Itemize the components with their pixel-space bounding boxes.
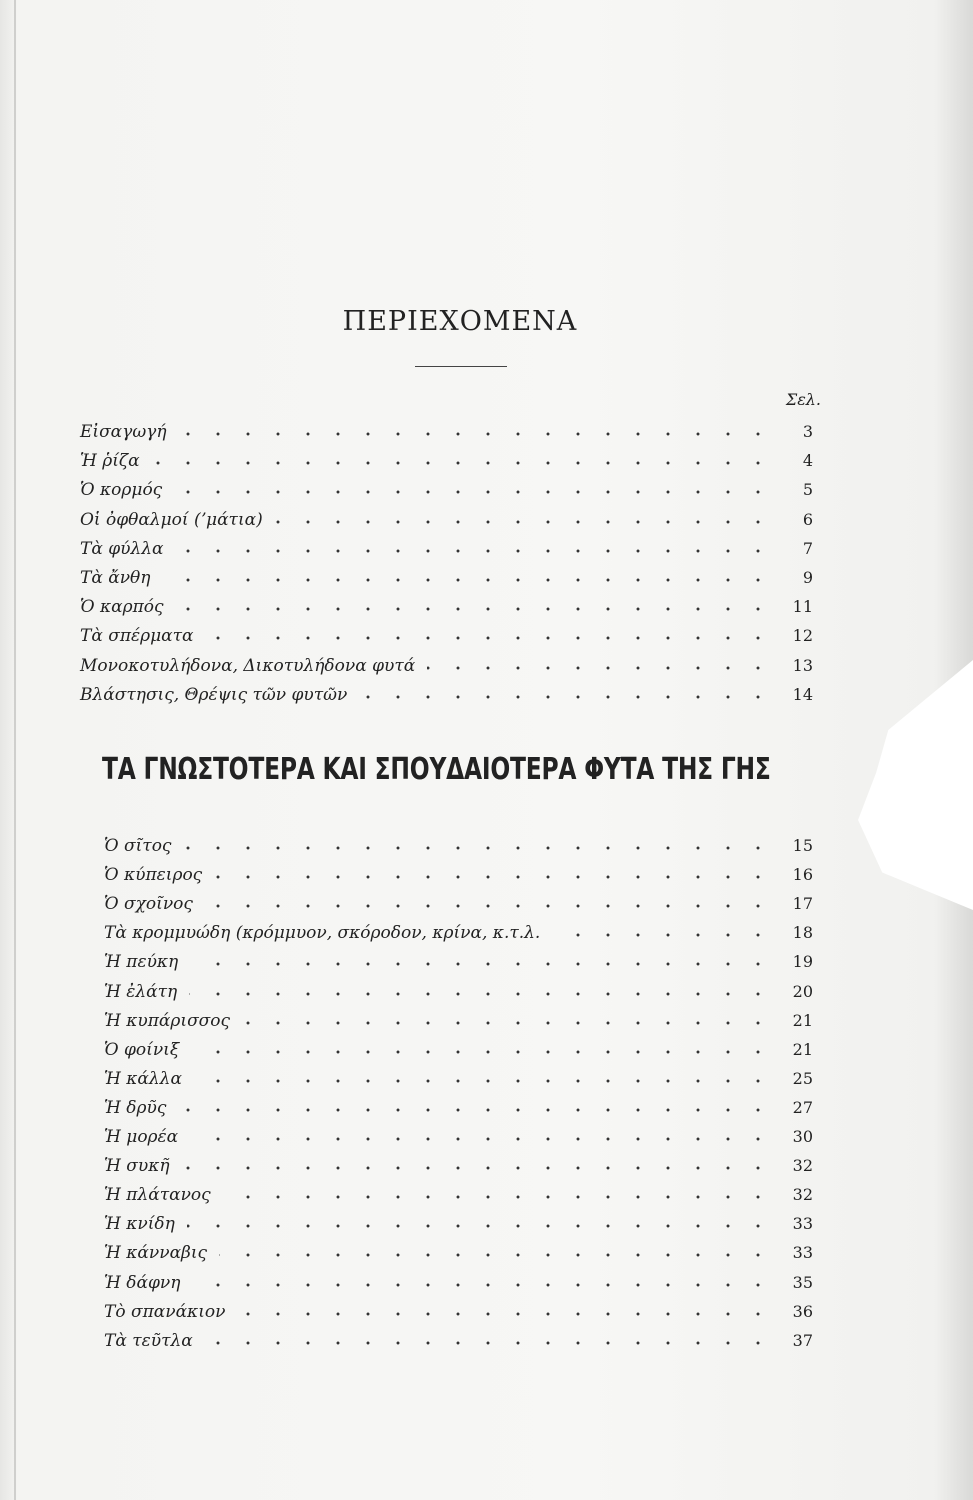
toc-entry-page: 4 [802, 451, 813, 471]
toc-dot-leader [190, 962, 773, 966]
toc-entry [0, 1098, 973, 1126]
toc-dot-leader [176, 607, 773, 611]
toc-entry [0, 568, 973, 596]
page-title: ΠΕΡΙΕΧΟΜΕΝΑ [342, 306, 578, 337]
toc-entry-title: Ὁ κορμός [80, 480, 163, 501]
toc-dot-leader [162, 578, 773, 582]
toc-entry-title: Τὰ τεῦτλα [104, 1330, 193, 1351]
toc-entry-title: Ἡ ῥίζα [80, 451, 140, 472]
toc-dot-leader [214, 875, 773, 879]
toc-entry [0, 626, 973, 654]
toc-entry-page: 19 [792, 952, 813, 972]
toc-entry-page: 33 [792, 1214, 813, 1234]
toc-dot-leader [152, 461, 773, 465]
toc-entry-title: Εἰσαγωγή [80, 422, 167, 442]
toc-entry-page: 15 [792, 836, 813, 855]
toc-dot-leader [192, 1283, 773, 1287]
toc-dot-leader [189, 992, 773, 996]
toc-entry-page: 5 [802, 480, 813, 500]
toc-dot-leader [223, 1195, 773, 1199]
toc-entry-page: 18 [792, 923, 813, 943]
toc-dot-leader [552, 933, 773, 937]
toc-entry-title: Ὁ σχοῖνος [104, 894, 193, 915]
toc-entry-title: Ἡ δρῦς [104, 1097, 167, 1118]
section-heading: ΤΑ ΓΝΩΣΤΟΤΕΡΑ ΚΑΙ ΣΠΟΥΔΑΙΟΤΕΡΑ ΦΥΤΑ ΤΗΣ ΓΗΣ [102, 752, 771, 787]
toc-entry-page: 12 [792, 626, 813, 646]
toc-entry-page: 3 [802, 422, 813, 441]
toc-entry-page: 7 [802, 538, 813, 558]
toc-entry [0, 510, 973, 538]
toc-entry-page: 21 [792, 1010, 813, 1030]
toc-entry [0, 1127, 973, 1155]
toc-entry-page: 14 [792, 684, 813, 704]
toc-entry-page: 11 [792, 597, 813, 617]
toc-entry [0, 1243, 973, 1271]
toc-entry [0, 923, 973, 951]
toc-dot-leader [242, 1021, 773, 1025]
toc-entry-title: Ἡ πεύκη [104, 952, 179, 973]
toc-entry [0, 539, 973, 567]
toc-entry-title: Μονοκοτυλήδονα, Δικοτυλήδονα φυτά [80, 655, 416, 676]
toc-entry-page: 27 [792, 1097, 813, 1117]
toc-entry-title: Οἱ ὀφθαλμοί (ʼμάτια) [80, 509, 263, 530]
toc-entry [0, 451, 973, 479]
toc-entry-page: 16 [792, 865, 813, 885]
toc-entry-title: Τὸ σπανάκιον [104, 1301, 226, 1322]
toc-entry-page: 33 [792, 1243, 813, 1263]
toc-entry [0, 480, 973, 508]
toc-entry [0, 1156, 973, 1184]
page-column-label: Σελ. [785, 390, 821, 409]
toc-entry-title: Ὁ φοίνιξ [104, 1039, 180, 1060]
toc-entry [0, 597, 973, 625]
toc-entry-page: 37 [792, 1330, 813, 1350]
toc-entry [0, 656, 973, 684]
toc-entry [0, 865, 973, 893]
toc-entry-page: 9 [802, 568, 813, 587]
toc-entry [0, 1040, 973, 1068]
toc-dot-leader [206, 636, 773, 640]
toc-entry-page: 20 [792, 981, 813, 1001]
toc-entry [0, 894, 973, 922]
toc-entry-title: Βλάστησις, Θρέψις τῶν φυτῶν [80, 684, 348, 705]
toc-entry [0, 1273, 973, 1301]
toc-dot-leader [174, 490, 773, 494]
toc-entry-title: Τὰ ἄνθη [80, 568, 151, 588]
toc-entry [0, 422, 973, 450]
toc-entry [0, 1185, 973, 1213]
toc-entry [0, 1302, 973, 1330]
toc-entry-title: Τὰ φύλλα [80, 538, 164, 559]
toc-entry-title: Ἡ κνίδη [104, 1214, 175, 1235]
toc-entry-title: Ὁ σῖτος [104, 836, 172, 856]
toc-dot-leader [178, 1108, 773, 1112]
toc-dot-leader [427, 666, 773, 670]
toc-entry-title: Ἡ κάλλα [104, 1068, 182, 1089]
toc-dot-leader [191, 1050, 773, 1054]
toc-dot-leader [179, 432, 773, 436]
toc-entry-page: 36 [792, 1301, 813, 1321]
toc-entry [0, 1069, 973, 1097]
toc-entry-title: Ὁ κύπειρος [104, 865, 203, 886]
toc-entry-title: Τὰ σπέρματα [80, 626, 194, 647]
toc-entry-title: Ἡ πλάτανος [104, 1185, 211, 1206]
toc-entry [0, 952, 973, 980]
toc-entry-page: 21 [792, 1039, 813, 1059]
toc-entry-title: Ἡ δάφνη [104, 1272, 181, 1293]
toc-entry-title: Ἡ κυπάρισσος [104, 1010, 231, 1031]
toc-dot-leader [183, 846, 773, 850]
toc-dot-leader [275, 520, 773, 524]
toc-dot-leader [359, 695, 773, 699]
toc-dot-leader [205, 1341, 773, 1345]
toc-entry-title: Τὰ κρομμυώδη (κρόμμυον, σκόροδον, κρίνα, κ.τ.λ. [104, 923, 541, 944]
toc-dot-leader [182, 1166, 773, 1170]
toc-entry [0, 1214, 973, 1242]
toc-entry [0, 1011, 973, 1039]
toc-dot-leader [194, 1079, 773, 1083]
toc-dot-leader [190, 1137, 773, 1141]
toc-dot-leader [205, 904, 773, 908]
toc-entry [0, 836, 973, 864]
toc-dot-leader [237, 1312, 773, 1316]
toc-entry [0, 1331, 973, 1359]
toc-entry-page: 32 [792, 1185, 813, 1205]
toc-entry [0, 982, 973, 1010]
toc-entry-page: 17 [792, 894, 813, 914]
toc-dot-leader [219, 1253, 773, 1257]
toc-entry-page: 13 [792, 655, 813, 675]
toc-dot-leader [176, 549, 773, 553]
toc-entry-page: 30 [792, 1127, 813, 1146]
toc-entry-title: Ὁ καρπός [80, 597, 164, 618]
toc-entry-title: Ἡ κάνναβις [104, 1243, 208, 1264]
toc-entry-page: 32 [792, 1156, 813, 1176]
toc-entry-title: Ἡ ἐλάτη [104, 981, 178, 1002]
toc-entry-page: 25 [792, 1068, 813, 1088]
toc-entry-title: Ἡ συκῆ [104, 1156, 170, 1177]
toc-entry-page: 35 [792, 1272, 813, 1292]
toc-entry-title: Ἡ μορέα [104, 1127, 179, 1147]
toc-entry [0, 685, 973, 713]
toc-entry-page: 6 [802, 509, 813, 529]
toc-dot-leader [187, 1224, 773, 1228]
